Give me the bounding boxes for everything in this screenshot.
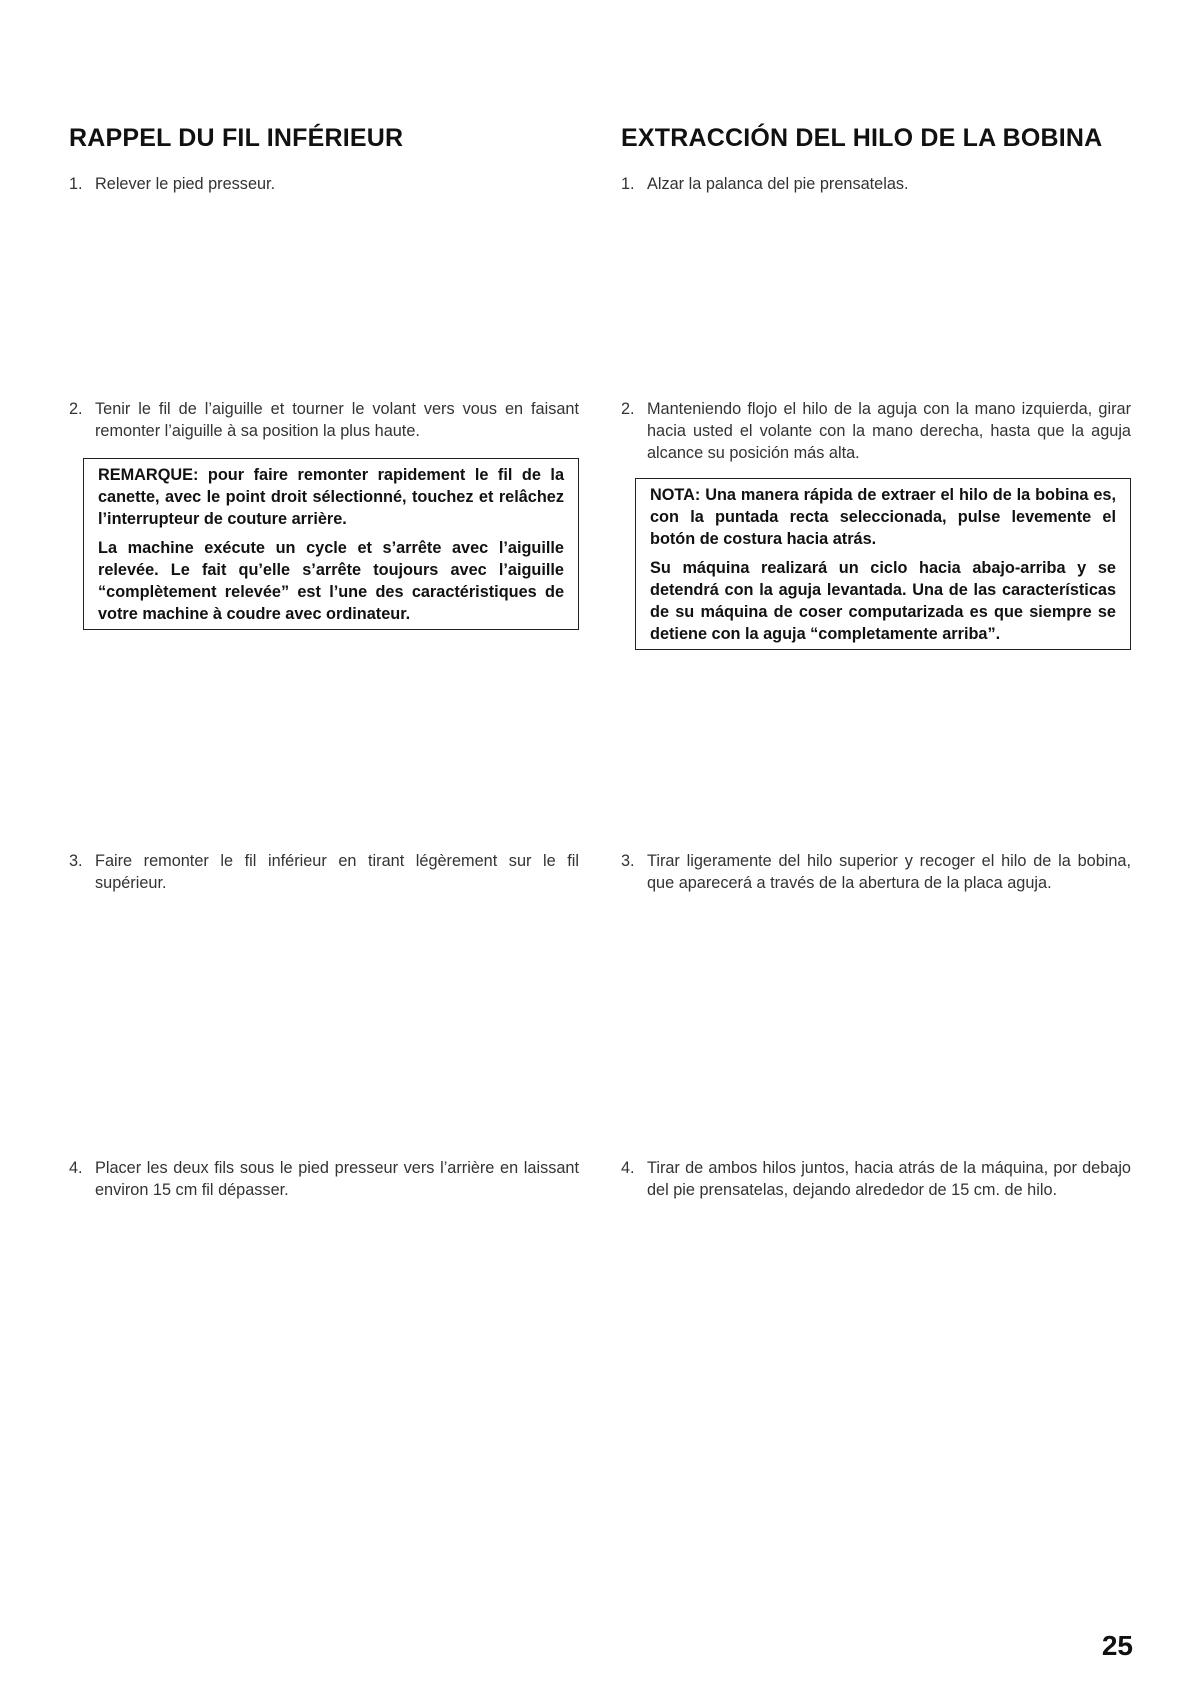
page-number: 25	[1101, 1630, 1133, 1661]
step-text: Manteniendo flojo el hilo de la aguja con la mano izquierda, girar hacia usted el volante con la mano derecha, hasta que la aguja alcance su posición más alta.	[647, 400, 1131, 462]
spanish-note-box	[635, 478, 1131, 650]
step-number: 4.	[621, 1159, 635, 1177]
spanish-note-detail: Su máquina realizará un ciclo hacia abajo-arriba y se detendrá con la aguja levantada. Una de las características de su máquina de coser computarizada es que siempre se detiene con la aguja “completamente arriba”.	[650, 559, 1116, 643]
french-step-4	[69, 1157, 579, 1201]
step-text: Relever le pied presseur.	[95, 175, 276, 193]
step-number: 4.	[69, 1159, 83, 1177]
spanish-section-title: EXTRACCIÓN DEL HILO DE LA BOBINA	[621, 124, 1103, 152]
step-number: 2.	[69, 400, 83, 418]
step-text: Tenir le fil de l’aiguille et tourner le volant vers vous en faisant remonter l’aiguille à sa position la plus haute.	[95, 400, 579, 440]
step-number: 1.	[621, 175, 635, 193]
spanish-step-1	[621, 173, 1131, 195]
french-note-box	[83, 458, 579, 630]
step-text: Tirar de ambos hilos juntos, hacia atrás de la máquina, por debajo del pie prensatelas, dejando alrededor de 15 cm. de hilo.	[647, 1159, 1131, 1199]
french-section-title: RAPPEL DU FIL INFÉRIEUR	[69, 124, 404, 152]
step-number: 1.	[69, 175, 83, 193]
step-text: Tirar ligeramente del hilo superior y recoger el hilo de la bobina, que aparecerá a través de la abertura de la placa aguja.	[647, 852, 1131, 892]
french-note-remark: REMARQUE: pour faire remonter rapidement le fil de la canette, avec le point droit sélectionné, touchez et relâchez l’interrupteur de couture arrière.	[98, 466, 564, 528]
step-number: 2.	[621, 400, 635, 418]
step-text: Placer les deux fils sous le pied presseur vers l’arrière en laissant environ 15 cm fil dépasser.	[95, 1159, 579, 1199]
spanish-note-remark: NOTA: Una manera rápida de extraer el hilo de la bobina es, con la puntada recta seleccionada, pulse levemente el botón de costura hacia atrás.	[650, 486, 1116, 548]
step-text: Alzar la palanca del pie prensatelas.	[647, 175, 909, 193]
spanish-step-4	[621, 1157, 1131, 1201]
french-note-detail: La machine exécute un cycle et s’arrête avec l’aiguille relevée. Le fait qu’elle s’arrête toujours avec l’aiguille “complètement relevée” est l’une des caractéristiques de votre machine à coudre avec ordinateur.	[98, 539, 564, 623]
french-step-3	[69, 850, 579, 894]
step-number: 3.	[621, 852, 635, 870]
step-text: Faire remonter le fil inférieur en tirant légèrement sur le fil supérieur.	[95, 852, 579, 892]
spanish-step-2	[621, 398, 1131, 464]
french-step-2	[69, 398, 579, 442]
step-number: 3.	[69, 852, 83, 870]
french-step-1	[69, 173, 579, 195]
spanish-step-3	[621, 850, 1131, 894]
